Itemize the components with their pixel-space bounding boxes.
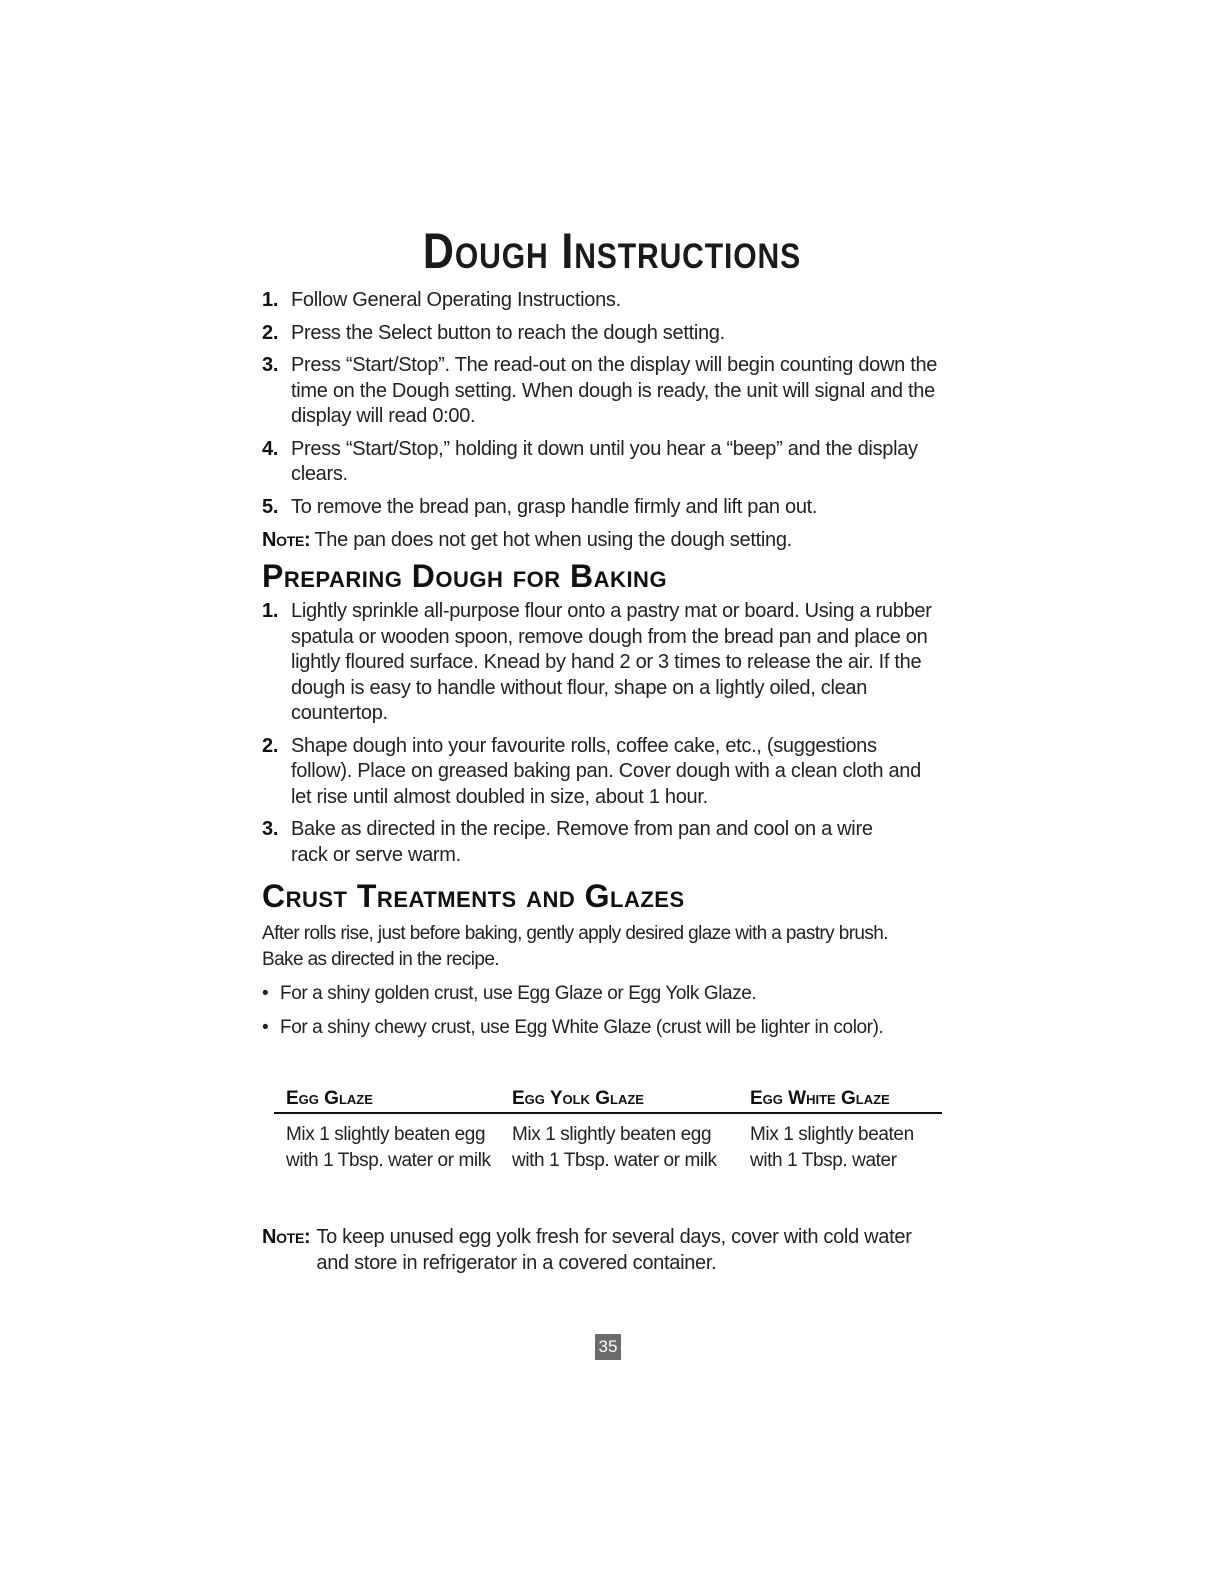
bullet-icon: • — [262, 983, 269, 1004]
table-cell: Mix 1 slightly beaten egg with 1 Tbsp. water or milk — [286, 1124, 491, 1171]
section-heading: Crust Treatments and Glazes — [262, 878, 685, 914]
list-item: 3. Bake as directed in the recipe. Remove from pan and cool on a wire rack or serve warm. — [262, 818, 873, 866]
table-cell: Mix 1 slightly beaten egg with 1 Tbsp. water or milk — [512, 1124, 717, 1171]
column-header: Egg Yolk Glaze — [512, 1088, 644, 1109]
list-item: 1. Lightly sprinkle all-purpose flour onto a pastry mat or board. Using a rubber spatula or wooden spoon, remove dough from the bread pan and place on lightly floured surface. Knead by hand 2 or 3 times to release the air. If the dough is easy to handle without flour, shape on a lightly oiled, clean countertop. — [262, 600, 932, 724]
list-item: 3. Press “Start/Stop”. The read-out on the display will begin counting down the time on the Dough setting. When dough is ready, the unit will signal and the display will read 0:00. — [262, 354, 938, 427]
page-number: 35 — [595, 1334, 621, 1360]
column-header: Egg White Glaze — [750, 1088, 890, 1109]
list-item: • For a shiny chewy crust, use Egg White Glaze (crust will be lighter in color). — [262, 1015, 922, 1041]
dough-steps-list — [262, 288, 952, 520]
glaze-table — [274, 1088, 942, 1174]
list-item: • For a shiny golden crust, use Egg Glaze or Egg Yolk Glaze. — [262, 981, 922, 1007]
crust-section — [262, 878, 922, 1049]
preparing-section — [262, 558, 952, 875]
list-item: 1. Follow General Operating Instructions. — [262, 289, 621, 311]
note-section — [262, 1224, 942, 1276]
note-label: Note: — [262, 1226, 311, 1248]
section-heading: Preparing Dough for Baking — [262, 558, 668, 594]
preparing-steps-list — [262, 599, 952, 868]
column-header: Egg Glaze — [286, 1088, 373, 1109]
list-item: 4. Press “Start/Stop,” holding it down until you hear a “beep” and the display clears. — [262, 437, 918, 485]
glaze-table-header — [274, 1088, 942, 1114]
crust-bullets — [262, 981, 922, 1041]
dough-steps-section — [262, 288, 952, 553]
list-item: 2. Press the Select button to reach the dough setting. — [262, 321, 725, 344]
glaze-table-row — [274, 1122, 942, 1174]
note: Note: To keep unused egg yolk fresh for several days, cover with cold water and store in refrigerator in a covered container. — [262, 1226, 912, 1274]
note: Note: The pan does not get hot when using the dough setting. — [262, 529, 792, 551]
bullet-icon: • — [262, 1017, 269, 1038]
list-item: 5. To remove the bread pan, grasp handle firmly and lift pan out. — [262, 495, 818, 518]
page-title: Dough Instructions — [422, 223, 802, 279]
note-label: Note: — [262, 529, 311, 551]
list-item: 2. Shape dough into your favourite rolls, coffee cake, etc., (suggestions follow). Place on greased baking pan. Cover dough with a clean cloth and let rise until almost doubled in size, about 1 hour. — [262, 734, 921, 808]
table-cell: Mix 1 slightly beaten with 1 Tbsp. water — [750, 1124, 914, 1171]
crust-intro: After rolls rise, just before baking, gently apply desired glaze with a pastry brush. Bake as directed in the recipe. — [262, 923, 888, 970]
